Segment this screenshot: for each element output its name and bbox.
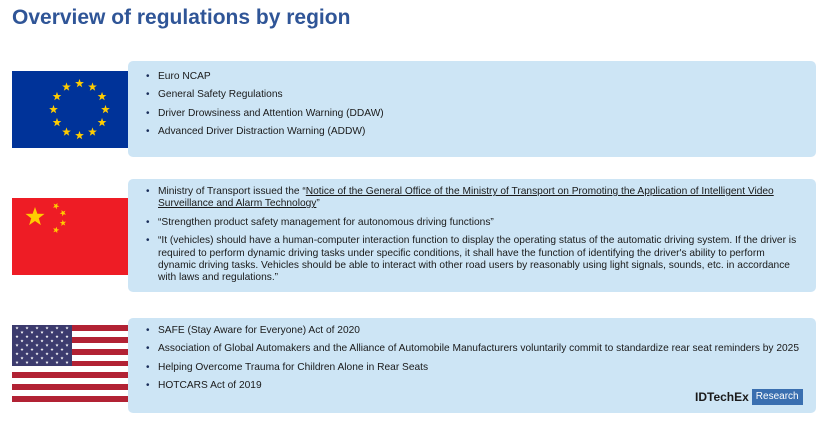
usa-star-icon (65, 344, 68, 347)
usa-star-icon (35, 335, 38, 338)
usa-star-icon (20, 331, 23, 334)
eu-regulations-panel (128, 61, 816, 157)
usa-star-icon (45, 352, 48, 355)
logo-main-text: IDTechEx (695, 390, 749, 404)
usa-flag-stripe (12, 396, 147, 402)
china-item-hci-quote: • “It (vehicles) should have a human-computer interaction function to display the operating status of the automatic driving system. If the driver is required to perform dynamic driving tasks under specific conditions, it shall have the function of identifying the driver's ability to perform dynamic driving tasks. Vehicles should be able to interact with other road users by reasonably using light signals, sounds, etc. in accordance with laws and regulations.” (158, 235, 802, 285)
eu-star-icon (53, 92, 62, 100)
usa-star-icon (65, 326, 68, 329)
usa-star-icon (40, 339, 43, 342)
idtechex-logo (695, 389, 803, 405)
eu-star-icon (98, 118, 107, 126)
usa-star-icon (25, 352, 28, 355)
china-flag-icon (12, 198, 147, 275)
eu-star-icon (75, 79, 84, 87)
usa-star-icon (45, 344, 48, 347)
eu-item-addw: • Advanced Driver Distraction Warning (ADDW) (158, 126, 802, 138)
usa-star-icon (25, 335, 28, 338)
eu-star-icon (49, 105, 58, 113)
usa-star-icon (25, 361, 28, 364)
usa-item-safe-act: • SAFE (Stay Aware for Everyone) Act of 2020 (158, 325, 802, 337)
eu-item-euro-ncap: • Euro NCAP (158, 71, 802, 83)
usa-flag-canton (12, 325, 72, 366)
eu-flag-icon (12, 71, 147, 148)
china-big-star-icon (25, 207, 44, 225)
eu-star-icon (75, 131, 84, 139)
usa-star-icon (30, 356, 33, 359)
china-regulations-panel (128, 179, 816, 292)
usa-star-icon (50, 331, 53, 334)
usa-star-icon (30, 339, 33, 342)
usa-item-helping-overcome: • Helping Overcome Trauma for Children Alone in Rear Seats (158, 362, 802, 374)
china-small-star-icon (60, 220, 66, 226)
usa-star-icon (65, 361, 68, 364)
usa-star-icon (40, 356, 43, 359)
page-title: Overview of regulations by region (12, 6, 351, 29)
china-notice-link[interactable]: Notice of the General Office of the Ministry of Transport on Promoting the Application of Intelligent Video Surveillance and Alarm Technology (158, 186, 774, 210)
eu-star-icon (53, 118, 62, 126)
usa-star-icon (30, 348, 33, 351)
eu-star-icon (88, 82, 97, 90)
usa-star-icon (25, 344, 28, 347)
eu-star-icon (88, 127, 97, 135)
logo-badge: Research (752, 389, 803, 405)
eu-item-ddaw: • Driver Drowsiness and Attention Warning (DDAW) (158, 108, 802, 120)
usa-item-hotcars: • HOTCARS Act of 2019 (158, 380, 802, 392)
usa-star-icon (40, 348, 43, 351)
usa-star-icon (15, 361, 18, 364)
usa-flag-icon (12, 325, 147, 402)
usa-star-icon (25, 326, 28, 329)
usa-star-icon (35, 326, 38, 329)
usa-star-icon (60, 348, 63, 351)
usa-star-icon (40, 331, 43, 334)
usa-star-icon (20, 339, 23, 342)
china-item-notice (158, 186, 802, 211)
eu-star-icon (98, 92, 107, 100)
usa-star-icon (65, 352, 68, 355)
usa-star-icon (60, 331, 63, 334)
usa-star-icon (55, 326, 58, 329)
china-notice-suffix: ” (316, 198, 320, 210)
china-small-star-icon (53, 227, 59, 233)
usa-star-icon (20, 356, 23, 359)
eu-star-icon (101, 105, 110, 113)
usa-star-icon (30, 331, 33, 334)
usa-star-icon (65, 335, 68, 338)
usa-star-icon (55, 344, 58, 347)
usa-star-icon (45, 361, 48, 364)
eu-item-general-safety: • General Safety Regulations (158, 89, 802, 101)
usa-star-icon (55, 352, 58, 355)
usa-star-icon (45, 335, 48, 338)
usa-star-icon (50, 348, 53, 351)
usa-star-icon (35, 352, 38, 355)
usa-star-icon (35, 361, 38, 364)
usa-star-icon (20, 348, 23, 351)
china-small-star-icon (53, 203, 59, 209)
usa-item-automakers-commit: • Association of Global Automakers and the Alliance of Automobile Manufacturers voluntarily commit to standardize rear seat reminders by 2025 (158, 343, 802, 355)
usa-star-icon (55, 361, 58, 364)
china-item-strengthen: • “Strengthen product safety management for autonomous driving functions” (158, 217, 802, 229)
china-small-star-icon (60, 210, 66, 216)
usa-star-icon (45, 326, 48, 329)
usa-star-icon (15, 352, 18, 355)
usa-star-icon (60, 356, 63, 359)
usa-star-icon (60, 339, 63, 342)
usa-star-icon (15, 335, 18, 338)
usa-star-icon (15, 326, 18, 329)
usa-star-icon (15, 344, 18, 347)
eu-star-icon (62, 82, 71, 90)
usa-star-icon (55, 335, 58, 338)
usa-star-icon (35, 344, 38, 347)
china-notice-prefix: Ministry of Transport issued the “ (158, 186, 306, 197)
eu-star-icon (62, 127, 71, 135)
usa-star-icon (50, 356, 53, 359)
usa-star-icon (50, 339, 53, 342)
